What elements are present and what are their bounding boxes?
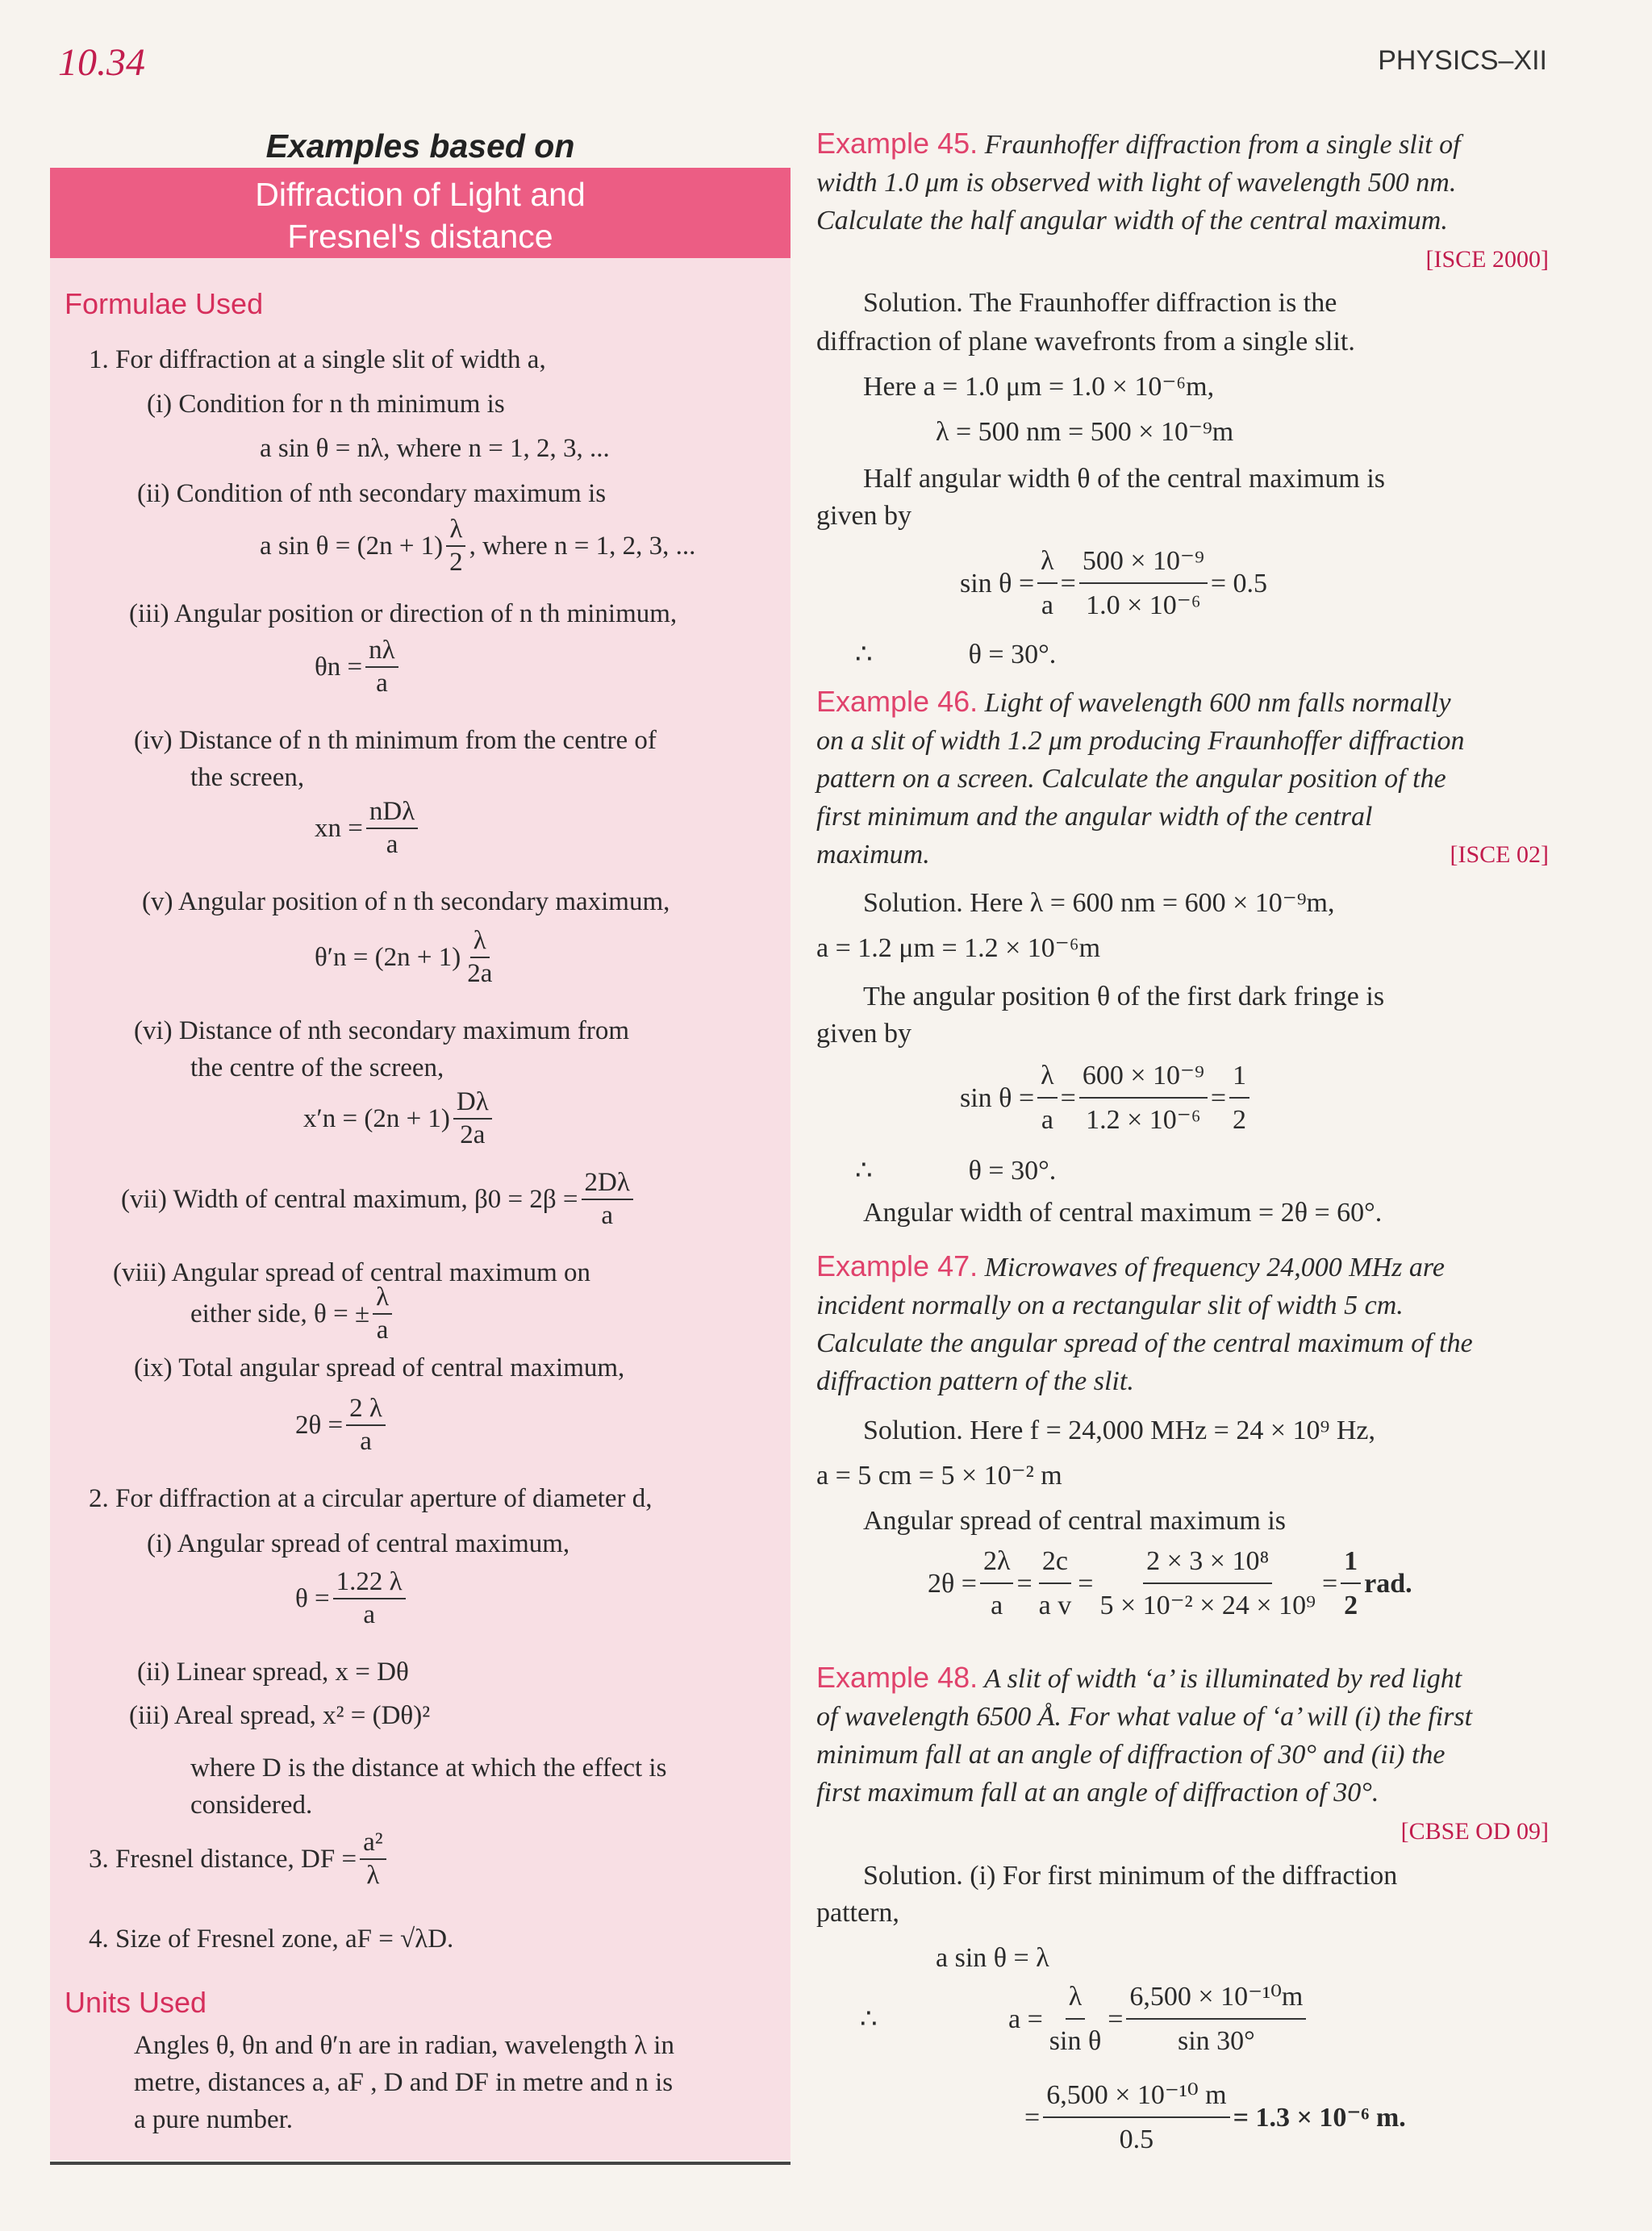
therefore-symbol: ∴: [860, 2004, 878, 2034]
formulae-heading: Formulae Used: [65, 287, 264, 320]
example-46-line: pattern on a screen. Calculate the angular position of the: [816, 764, 1446, 794]
example-46-line: [816, 682, 1549, 722]
formula-1-vi-b: the centre of the screen,: [190, 1053, 444, 1082]
fraction: [980, 1542, 1014, 1624]
example-45-line: [816, 124, 1549, 164]
eq-left: a sin θ = (2n + 1): [260, 531, 444, 561]
solution-45-half1: Half angular width θ of the central maximum is: [863, 464, 1385, 494]
equals-sign: =: [1060, 568, 1076, 598]
example-47-line: Calculate the angular spread of the central maximum of the: [816, 1328, 1473, 1358]
formula-1-iv-b: the screen,: [190, 763, 305, 792]
example-47-line: [816, 1247, 1549, 1286]
example-45-label: Example 45.: [816, 127, 978, 160]
formula-1-iii-eq: [315, 637, 402, 697]
formula-1-vi-a: (vi) Distance of nth secondary maximum from: [134, 1016, 629, 1045]
eq-left: θn =: [315, 652, 363, 682]
denominator: sin 30°: [1177, 2026, 1255, 2056]
unit-label: rad.: [1364, 1568, 1412, 1599]
fraction: [1037, 1057, 1058, 1139]
units-line-3: a pure number.: [134, 2105, 294, 2134]
fraction: [373, 1284, 392, 1344]
fraction: [1036, 1542, 1075, 1624]
solution-46-ang1: The angular position θ of the first dark fringe is: [863, 982, 1385, 1011]
denominator: a: [1041, 1105, 1053, 1135]
fraction: [346, 1395, 386, 1455]
solution-45-half2: given by: [816, 501, 912, 531]
denominator: 0.5: [1119, 2125, 1154, 2154]
denominator: 5 × 10⁻² × 24 × 10⁹: [1099, 1591, 1316, 1620]
numerator: λ: [1037, 542, 1058, 584]
eq-right: , where n = 1, 2, 3, ...: [469, 531, 696, 561]
fraction: [446, 516, 466, 576]
formula-1-v: (v) Angular position of n th secondary maximum,: [142, 887, 670, 916]
denominator: a: [601, 1201, 614, 1230]
example-46-last-line: [816, 836, 1549, 874]
example-48-line: of wavelength 6500 Å. For what value of ‘a’ will (i) the first: [816, 1702, 1473, 1732]
solution-47-line2: a = 5 cm = 5 × 10⁻² m: [816, 1461, 1062, 1491]
example-46: [816, 682, 1549, 874]
denominator: a: [360, 1427, 372, 1456]
solution-45-here2: λ = 500 nm = 500 × 10⁻⁹m: [936, 417, 1234, 447]
formula-1-i-eq: a sin θ = nλ, where n = 1, 2, 3, ...: [260, 434, 610, 463]
example-47-text: Microwaves of frequency 24,000 MHz are: [984, 1253, 1445, 1282]
fraction: [365, 637, 398, 697]
solution-46-line1: Solution. Here λ = 600 nm = 600 × 10⁻⁹m,: [863, 888, 1335, 918]
eq-left: 2θ =: [928, 1568, 977, 1599]
denominator: 1.0 × 10⁻⁶: [1086, 590, 1201, 620]
fraction: [1229, 1057, 1249, 1139]
example-48-text: A slit of width ‘a’ is illuminated by red light: [984, 1664, 1462, 1694]
fraction: [453, 1089, 492, 1149]
eq-left: sin θ =: [960, 1082, 1035, 1113]
result-value: = 1.3 × 10⁻⁶ m.: [1233, 2102, 1406, 2133]
numerator: 600 × 10⁻⁹: [1079, 1057, 1208, 1099]
solution-48-eq1: a sin θ = λ: [936, 1943, 1049, 1973]
example-46-text: maximum.: [816, 840, 930, 869]
numerator: 1.22 λ: [333, 1569, 406, 1599]
formula-4: 4. Size of Fresnel zone, aF = √λD.: [89, 1924, 454, 1954]
numerator: 500 × 10⁻⁹: [1079, 542, 1208, 584]
example-45-text: Fraunhoffer diffraction from a single slit of: [984, 130, 1461, 160]
example-48-line: first maximum fall at an angle of diffraction of 30°.: [816, 1778, 1379, 1808]
numerator: nλ: [365, 637, 398, 668]
denominator: a: [991, 1591, 1003, 1620]
numerator: Dλ: [453, 1089, 492, 1120]
example-48-line: minimum fall at an angle of diffraction of 30° and (ii) the: [816, 1740, 1446, 1770]
eq-left: x′n = (2n + 1): [303, 1103, 450, 1133]
example-47-line: incident normally on a rectangular slit of width 5 cm.: [816, 1291, 1404, 1320]
eq-left: 2θ =: [295, 1410, 344, 1440]
denominator: sin θ: [1049, 2026, 1102, 2056]
eq-right: = 0.5: [1210, 568, 1267, 598]
formula-1-ii-eq: [260, 516, 695, 576]
example-46-ref: [ISCE 02]: [1450, 841, 1549, 868]
solution-48-result: [1024, 2076, 1406, 2158]
formula-2-where-b: considered.: [190, 1791, 313, 1820]
numerator: 6,500 × 10⁻¹⁰ m: [1043, 2076, 1229, 2118]
equals-sign: =: [1108, 2004, 1124, 2034]
equals-sign: =: [1016, 1568, 1032, 1599]
denominator: a: [1041, 590, 1053, 620]
fraction: [1126, 1978, 1306, 2060]
units-line-2: metre, distances a, aF , D and DF in metre and n is: [134, 2068, 674, 2097]
formula-1-viii-b: [190, 1284, 395, 1344]
fraction: [333, 1569, 406, 1628]
numerator: 6,500 × 10⁻¹⁰m: [1126, 1978, 1306, 2020]
solution-45-here1: Here a = 1.0 μm = 1.0 × 10⁻⁶m,: [863, 372, 1215, 402]
fraction: [1079, 542, 1208, 624]
numerator: 2 λ: [346, 1395, 386, 1426]
fraction: [1046, 1978, 1104, 2060]
denominator: 2a: [467, 959, 493, 988]
fraction: [1037, 542, 1058, 624]
numerator: a²: [360, 1829, 386, 1860]
example-48: [816, 1658, 1549, 1850]
fraction: [1096, 1542, 1319, 1624]
numerator: λ: [1037, 1057, 1058, 1099]
example-47-label: Example 47.: [816, 1249, 978, 1282]
solution-48-a-eq: [1008, 1978, 1309, 2060]
numerator: nDλ: [366, 799, 418, 829]
denominator: a: [376, 1316, 389, 1345]
formula-2-i: (i) Angular spread of central maximum,: [147, 1529, 570, 1558]
numerator: 1: [1341, 1542, 1361, 1584]
example-45-line: Calculate the half angular width of the central maximum.: [816, 206, 1448, 236]
denominator: 2: [1233, 1105, 1246, 1135]
eq-left: either side, θ = ±: [190, 1299, 370, 1328]
eq-left: (vii) Width of central maximum, β0 = 2β =: [121, 1184, 578, 1214]
solution-46-answer: ∴ θ = 30°.: [855, 1156, 1057, 1186]
example-46-label: Example 46.: [816, 685, 978, 718]
denominator: 2a: [460, 1120, 486, 1149]
example-46-line: first minimum and the angular width of the central: [816, 802, 1373, 832]
formula-2-ii: (ii) Linear spread, x = Dθ: [137, 1658, 409, 1687]
solution-46-sin-eq: [960, 1057, 1253, 1139]
denominator: a: [386, 830, 398, 859]
solution-48-line1: Solution. (i) For first minimum of the diffraction: [863, 1861, 1398, 1891]
denominator: a: [363, 1600, 375, 1629]
formula-1-iv-eq: [315, 799, 421, 858]
formula-1-v-eq: [315, 928, 499, 987]
example-46-line: on a slit of width 1.2 μm producing Fraunhoffer diffraction: [816, 726, 1465, 756]
eq-left: θ =: [295, 1583, 330, 1613]
solution-46-line2: a = 1.2 μm = 1.2 × 10⁻⁶m: [816, 933, 1101, 963]
denominator: a v: [1038, 1591, 1072, 1620]
equals-sign: =: [1078, 1568, 1094, 1599]
formula-2: 2. For diffraction at a circular aperture of diameter d,: [89, 1484, 653, 1513]
solution-46-width: Angular width of central maximum = 2θ = 60°.: [863, 1198, 1383, 1228]
example-45: [816, 124, 1549, 278]
numerator: λ: [446, 516, 465, 547]
fraction: [366, 799, 418, 858]
formula-2-where-a: where D is the distance at which the effect is: [190, 1754, 667, 1783]
formula-3: [89, 1829, 390, 1889]
fraction: [1043, 2076, 1229, 2158]
fraction: [360, 1829, 386, 1889]
topic-title-line1: Diffraction of Light and: [255, 176, 586, 213]
denominator: 1.2 × 10⁻⁶: [1086, 1105, 1201, 1135]
denominator: 2: [1344, 1591, 1358, 1620]
eq-left: θ′n = (2n + 1): [315, 942, 461, 972]
fraction: [1341, 1542, 1361, 1624]
solution-45-line2: diffraction of plane wavefronts from a single slit.: [816, 327, 1355, 357]
denominator: a: [376, 669, 388, 698]
eq-left: a =: [1008, 2004, 1043, 2034]
eq-left: xn =: [315, 813, 363, 843]
numerator: λ: [373, 1284, 392, 1315]
units-line-1: Angles θ, θn and θ′n are in radian, wavelength λ in: [134, 2031, 674, 2060]
example-45-ref: [ISCE 2000]: [1425, 246, 1549, 273]
fraction: [464, 928, 495, 987]
numerator: 2 × 3 × 10⁸: [1143, 1542, 1272, 1584]
solution-45-sin-eq: [960, 542, 1267, 624]
numerator: 2λ: [980, 1542, 1014, 1584]
page-number: 10.34: [58, 41, 145, 84]
fraction: [582, 1170, 633, 1229]
example-47: [816, 1247, 1549, 1400]
example-47-line: diffraction pattern of the slit.: [816, 1366, 1134, 1396]
numerator: λ: [470, 928, 490, 958]
numerator: 2c: [1039, 1542, 1071, 1584]
example-46-text: Light of wavelength 600 nm falls normally: [984, 688, 1451, 718]
formula-1-iii: (iii) Angular position or direction of n th minimum,: [129, 599, 678, 628]
numerator: 1: [1229, 1057, 1249, 1099]
example-45-line: width 1.0 μm is observed with light of wavelength 500 nm.: [816, 168, 1457, 198]
formula-1-ix-eq: [295, 1395, 389, 1455]
solution-45-answer: ∴ θ = 30°.: [855, 640, 1057, 669]
panel-bottom-rule: [50, 2162, 791, 2165]
example-48-ref: [CBSE OD 09]: [1400, 1818, 1549, 1845]
solution-47-eq: [928, 1542, 1412, 1624]
formula-1-iv-a: (iv) Distance of n th minimum from the centre of: [134, 726, 657, 755]
solution-47-spread: Angular spread of central maximum is: [863, 1506, 1287, 1536]
numerator: 2Dλ: [582, 1170, 633, 1200]
formula-1-vii: [121, 1170, 636, 1229]
formula-1-vi-eq: [303, 1089, 495, 1149]
example-48-line: [816, 1658, 1549, 1698]
formula-1: 1. For diffraction at a single slit of width a,: [89, 345, 546, 374]
equals-sign: =: [1024, 2102, 1041, 2133]
numerator: λ: [1066, 1978, 1086, 2020]
equals-sign: =: [1321, 1568, 1338, 1599]
formula-2-iii: (iii) Areal spread, x² = (Dθ)²: [129, 1701, 431, 1730]
units-heading: Units Used: [65, 1986, 207, 2019]
eq-left: sin θ =: [960, 568, 1035, 598]
solution-46-ang2: given by: [816, 1019, 912, 1049]
solution-45-line1: Solution. The Fraunhoffer diffraction is the: [863, 288, 1337, 318]
formula-1-ix: (ix) Total angular spread of central maximum,: [134, 1353, 625, 1382]
equals-sign: =: [1210, 1082, 1226, 1113]
denominator: 2: [449, 548, 463, 577]
example-45-question: [816, 124, 1549, 278]
denominator: λ: [366, 1861, 380, 1890]
eq-left: 3. Fresnel distance, DF =: [89, 1844, 357, 1874]
examples-based-on-heading: Examples based on: [265, 127, 575, 165]
solution-48-line2: pattern,: [816, 1898, 899, 1928]
example-48-label: Example 48.: [816, 1661, 978, 1694]
running-head: PHYSICS–XII: [1378, 45, 1547, 76]
topic-title-line2: Fresnel's distance: [287, 218, 553, 255]
formula-1-i: (i) Condition for n th minimum is: [147, 390, 505, 419]
fraction: [1079, 1057, 1208, 1139]
formula-1-ii: (ii) Condition of nth secondary maximum is: [137, 479, 607, 508]
equals-sign: =: [1060, 1082, 1076, 1113]
formula-2-i-eq: [295, 1569, 409, 1628]
solution-47-line1: Solution. Here f = 24,000 MHz = 24 × 10⁹ Hz,: [863, 1416, 1376, 1445]
formula-1-viii-a: (viii) Angular spread of central maximum on: [113, 1258, 591, 1287]
